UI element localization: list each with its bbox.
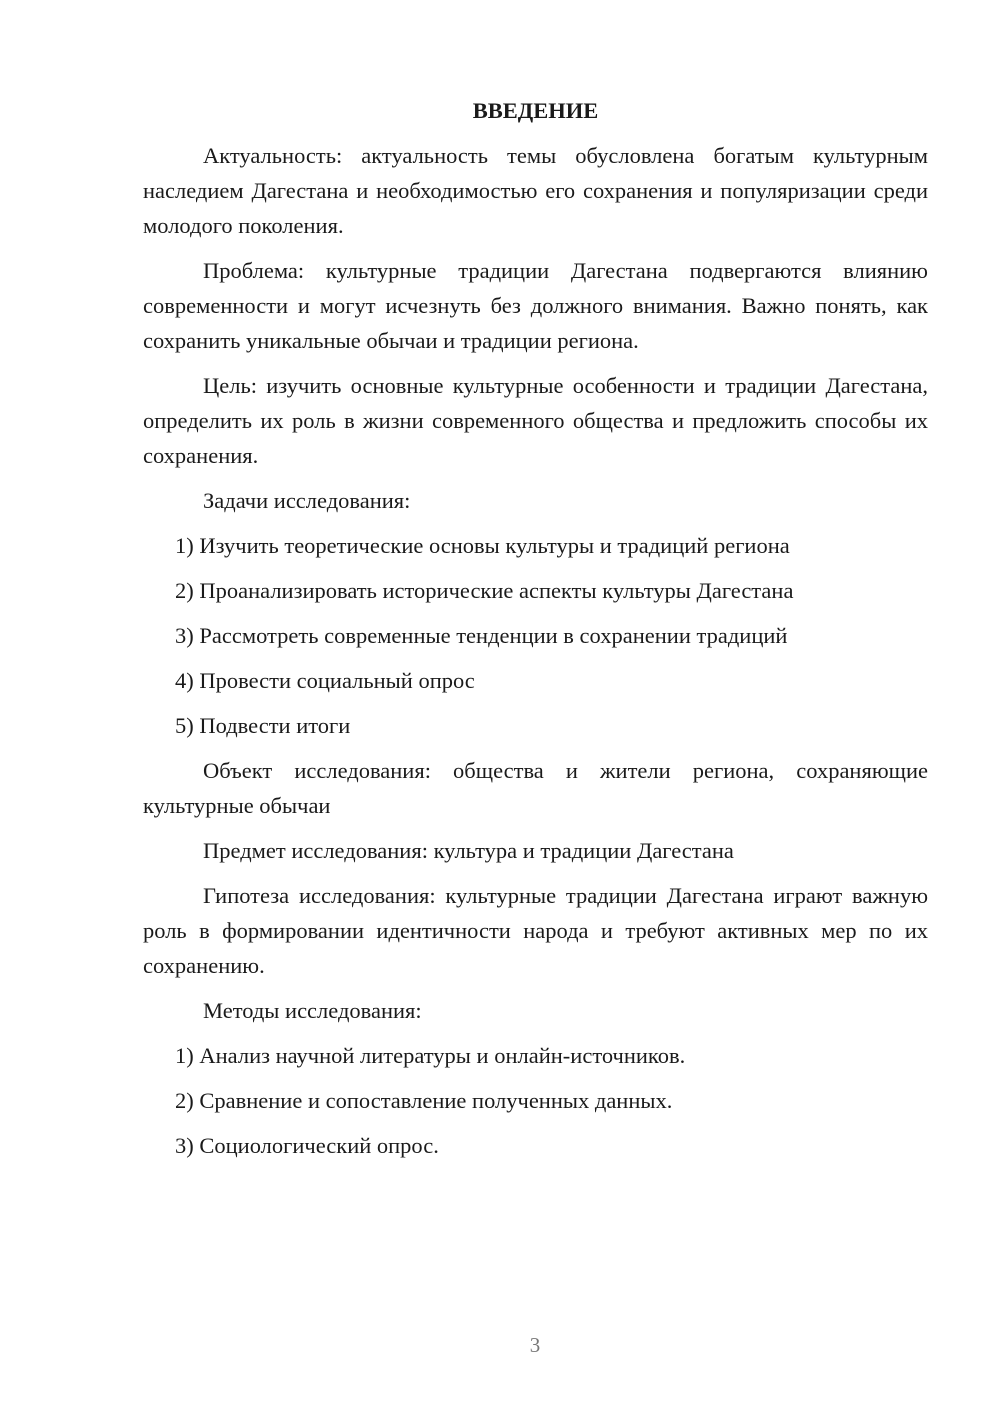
methods-label: Методы исследования: bbox=[203, 998, 422, 1023]
object-paragraph: Объект исследования: общества и жители региона, сохраняющие культурные обычаи bbox=[143, 758, 928, 818]
hypothesis-paragraph: Гипотеза исследования: культурные традиции Дагестана играют важную роль в формировании идентичности народа и требуют активных мер по их сохранению. bbox=[143, 883, 928, 978]
subject-paragraph: Предмет исследования: культура и традиции Дагестана bbox=[203, 838, 734, 863]
page-number: 3 bbox=[529, 1333, 541, 1357]
task-item: 3) Рассмотреть современные тенденции в сохранении традиций bbox=[175, 623, 788, 648]
task-item: 5) Подвести итоги bbox=[175, 713, 351, 738]
goal-paragraph: Цель: изучить основные культурные особенности и традиции Дагестана, определить их роль в жизни современного общества и предложить способы их сохранения. bbox=[143, 373, 928, 468]
document-body bbox=[143, 94, 928, 1173]
task-item: 1) Изучить теоретические основы культуры и традиций региона bbox=[175, 533, 790, 558]
method-item: 2) Сравнение и сопоставление полученных данных. bbox=[175, 1088, 673, 1113]
method-item: 1) Анализ научной литературы и онлайн-источников. bbox=[175, 1043, 686, 1068]
tasks-label: Задачи исследования: bbox=[203, 488, 411, 513]
method-item: 3) Социологический опрос. bbox=[175, 1133, 439, 1158]
problem-paragraph: Проблема: культурные традиции Дагестана подвергаются влиянию современности и могут исчезнуть без должного внимания. Важно понять, как сохранить уникальные обычаи и традиции региона. bbox=[143, 258, 928, 353]
relevance-paragraph: Актуальность: актуальность темы обусловлена богатым культурным наследием Дагестана и необходимостью его сохранения и популяризации среди молодого поколения. bbox=[143, 143, 928, 238]
task-item: 4) Провести социальный опрос bbox=[175, 668, 475, 693]
task-item: 2) Проанализировать исторические аспекты культуры Дагестана bbox=[175, 578, 794, 603]
section-heading: ВВЕДЕНИЕ bbox=[472, 98, 599, 123]
